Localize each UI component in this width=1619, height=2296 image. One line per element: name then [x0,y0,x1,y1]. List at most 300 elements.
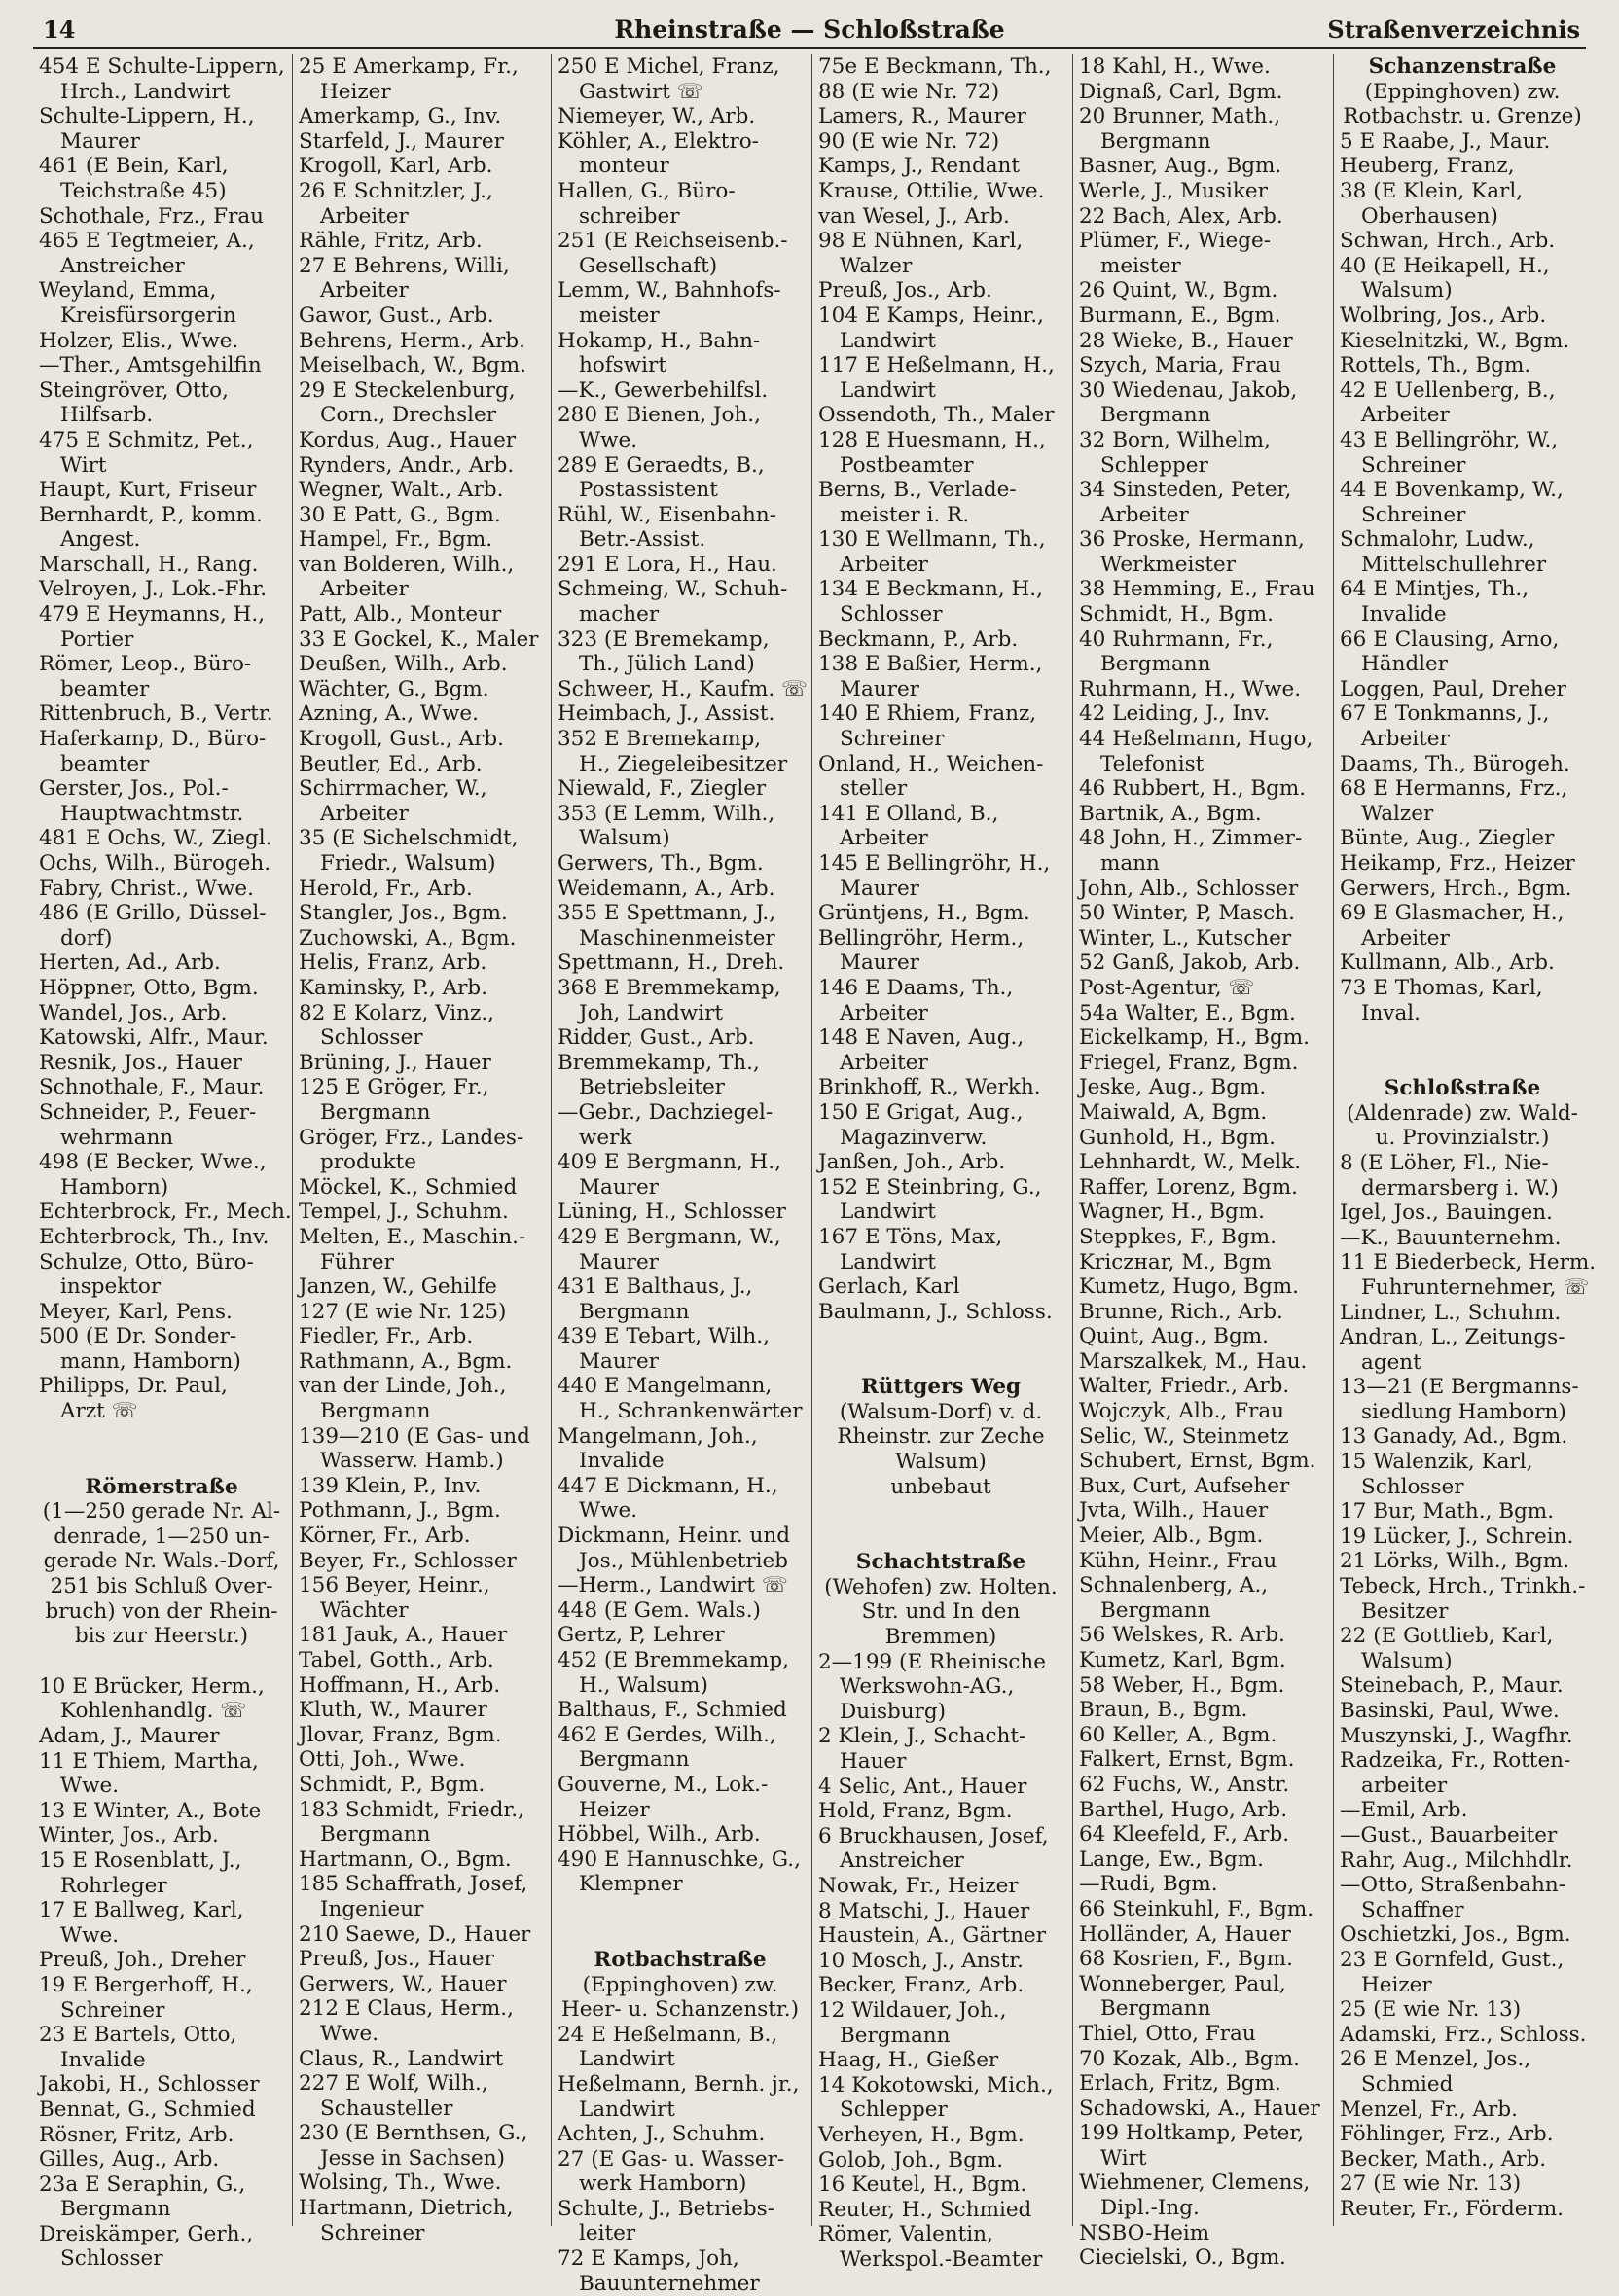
entry-line: H., Ziegeleibesitzer [579,751,788,776]
entry-line: hofswirt [579,353,666,378]
street-description: (Wehofen) zw. Holten. [824,1574,1058,1599]
entry-line: 454 E Schulte-Lippern, [39,54,285,79]
entry-line: Schmidt, P., Bgm. [299,1772,486,1797]
entry-line: Gastwirt ☏ [579,79,703,104]
entry-line: Wandel, Jos., Arb. [39,1000,228,1025]
entry-line: Daams, Th., Bürogeh. [1340,751,1570,776]
entry-line: Schulte, J., Betriebs- [558,2196,774,2221]
entry-line: 66 Steinkuhl, F., Bgm. [1079,1896,1314,1921]
entry-line: meister [579,303,660,328]
entry-line: Höbbel, Wilh., Arb. [558,1822,761,1848]
entry-line: Joh, Landwirt [579,1000,723,1025]
entry-line: Bergmann [840,2023,951,2048]
entry-line: agent [1361,1349,1421,1375]
entry-line: 138 E Baßier, Herm., [818,652,1043,677]
entry-line: Gouverne, M., Lok.- [558,1772,769,1797]
entry-line: 125 E Gröger, Fr., [299,1075,489,1100]
entry-line: 439 E Tebart, Wilh., [558,1324,770,1349]
entry-line: Hoffmann, H., Arb. [299,1672,501,1698]
entry-line: 185 Schaffrath, Josef, [299,1872,528,1897]
entry-line: 64 E Mintjes, Th., [1340,577,1529,602]
column-5 [1072,54,1328,2271]
entry-line: 323 (E Bremekamp, [558,627,770,652]
entry-line: 127 (E wie Nr. 125) [299,1299,507,1324]
entry-line: Maurer [579,1174,659,1200]
entry-line: 42 Leiding, J., Inv. [1079,701,1271,727]
entry-line: Bergmann [320,1399,431,1424]
entry-line: Schothale, Frz., Frau [39,203,265,229]
entry-line: 11 E Thiem, Martha, [39,1748,259,1774]
entry-line: Schreiner [60,1997,165,2023]
column-3 [551,54,808,2296]
entry-line: Herold, Fr., Arb. [299,876,473,901]
entry-line: —K., Gewerbehilfsl. [558,377,769,403]
entry-line: 19 E Bergerhoff, H., [39,1972,253,1997]
street-description: denrade, 1—250 un- [54,1524,270,1549]
entry-line: 486 (E Grillo, Düssel- [39,901,267,926]
entry-line: 38 (E Klein, Karl, [1340,178,1524,203]
entry-line: Oberhausen) [1361,203,1498,229]
street-description: (Walsum-Dorf) v. d. [839,1399,1043,1424]
entry-line: Rahr, Aug., Milchhdlr. [1340,1848,1573,1873]
entry-line: Hokamp, H., Bahn- [558,328,761,353]
entry-line: Niemeyer, W., Arb. [558,104,756,129]
entry-line: Jos., Mühlenbetrieb [579,1548,789,1573]
entry-line: Landwirt [840,377,936,403]
entry-line: 98 E Nühnen, Karl, [818,229,1024,254]
entry-line: 60 Keller, A., Bgm. [1079,1722,1277,1747]
entry-line: Bergmann [320,1099,431,1125]
entry-line: leiter [579,2221,636,2246]
street-heading: Römerstraße [85,1474,238,1499]
entry-line: Hampel, Fr., Bgm. [299,527,493,553]
entry-line: 44 Heßelmann, Hugo, [1079,727,1313,752]
entry-line: Bellingröhr, Herm., [818,925,1025,951]
entry-line: 210 Saewe, D., Hauer [299,1921,531,1947]
entry-line: Wolbring, Jos., Arb. [1340,303,1547,328]
entry-line: —Emil, Arb. [1340,1798,1468,1823]
entry-line: Arbeiter [840,1000,928,1025]
entry-line: —Otto, Straßenbahn- [1340,1873,1565,1898]
entry-line: 75e E Beckmann, Th., [818,54,1052,79]
entry-line: dorf) [60,925,113,951]
entry-line: Schulze, Otto, Büro- [39,1249,254,1274]
entry-line: Post-Agentur, ☏ [1079,975,1255,1000]
entry-line: 67 E Tonkmanns, J., [1340,701,1550,727]
entry-line: Niewald, F., Ziegler [558,776,767,802]
entry-line: Verheyen, H., Bgm. [818,2122,1025,2147]
entry-line: 117 E Heßelmann, H., [818,353,1055,378]
entry-line: 22 (E Gottlieb, Karl, [1340,1624,1554,1649]
entry-line: Holländer, A, Hauer [1079,1921,1291,1947]
entry-line: Grüntjens, H., Bgm. [818,901,1030,926]
entry-line: Angest. [60,527,141,553]
entry-line: 199 Holtkamp, Peter, [1079,2121,1305,2146]
entry-line: Schmeing, W., Schuh- [558,577,788,602]
entry-line: Brinkhoff, R., Werkh. [818,1075,1041,1100]
entry-line: 447 E Dickmann, H., [558,1473,778,1498]
entry-line: Landwirt [840,328,936,353]
entry-line: Behrens, Herm., Arb. [299,328,525,353]
entry-line: Invalide [60,2047,146,2072]
entry-line: steller [840,776,908,802]
entry-line: Arbeiter [840,552,928,577]
spacer [39,1649,284,1674]
entry-line: Meier, Alb., Bgm. [1079,1524,1264,1549]
entry-line: Lüning, H., Schlosser [558,1200,786,1225]
entry-line: 30 E Patt, G., Bgm. [299,502,501,527]
entry-line: Jlovar, Franz, Bgm. [299,1722,502,1747]
entry-line: Resnik, Jos., Hauer [39,1050,242,1075]
entry-line: Nowak, Fr., Heizer [818,1873,1019,1898]
entry-line: arbeiter [1361,1773,1448,1798]
entry-line: 141 E Olland, B., [818,801,999,826]
entry-line: Kriczнar, M., Bgm [1079,1249,1272,1274]
entry-line: Basinski, Paul, Wwe. [1340,1699,1560,1723]
entry-line: Haupt, Kurt, Friseur [39,478,257,503]
entry-line: 368 E Bremmekamp, [558,975,781,1000]
entry-line: Gilles, Aug., Arb. [39,2147,220,2172]
entry-line: Weidemann, A., Arb. [558,876,775,901]
entry-line: 36 Proske, Hermann, [1079,527,1305,553]
entry-line: Tabel, Gotth., Arb. [299,1648,494,1672]
street-heading: Rotbachstraße [594,1947,767,1972]
entry-line: 15 E Rosenblatt, J., [39,1848,242,1873]
entry-line: 23a E Seraphin, G., [39,2171,246,2197]
entry-line: 19 Lücker, J., Schrein. [1340,1524,1574,1549]
entry-line: 27 E Behrens, Willi, [299,253,510,278]
entry-line: Ruhrmann, H., Wwe. [1079,676,1302,701]
entry-line: Beutler, Ed., Arb. [299,751,483,776]
entry-line: Schwan, Hrch., Arb. [1340,229,1556,254]
entry-line: 128 E Huesmann, H., [818,427,1046,452]
entry-line: Schneider, P., Feuer- [39,1099,257,1125]
entry-line: Wwe. [579,427,638,452]
entry-line: Haustein, A., Gärtner [818,1923,1046,1949]
entry-line: 181 Jauk, A., Hauer [299,1623,508,1648]
entry-line: Preuß, Joh., Dreher [39,1948,246,1973]
entry-line: Plümer, F., Wiege- [1079,229,1272,254]
entry-line: Rottels, Th., Bgm. [1340,353,1531,378]
entry-line: Gesellschaft) [579,253,718,278]
entry-line: Arbeiter [320,203,409,229]
entry-line: 2—199 (E Rheinische [818,1649,1046,1674]
header-title: Rheinstraße — Schloßstraße [614,16,1005,44]
entry-line: werk [579,1125,632,1150]
entry-line: 2 Klein, J., Schacht- [818,1724,1026,1749]
entry-line: 13 E Winter, A., Bote [39,1798,262,1823]
street-description: (Eppinghoven) zw. [582,1972,778,1997]
entry-line: Wiehmener, Clemens, [1079,2170,1311,2196]
entry-line: Schausteller [320,2096,453,2121]
entry-line: 52 Ganß, Jakob, Arb. [1079,951,1301,976]
entry-line: 22 Bach, Alex, Arb. [1079,203,1283,229]
entry-line: Schmidt, H., Bgm. [1079,602,1274,628]
entry-line: Quint, Aug., Bgm. [1079,1324,1269,1349]
entry-line: Schadowski, A., Hauer [1079,2096,1320,2121]
entry-line: Magazinverw. [840,1125,988,1150]
entry-line: Inval. [1361,1000,1421,1025]
entry-line: Schmalohr, Ludw., [1340,527,1535,553]
street-description: Bremmen) [884,1625,997,1650]
entry-line: 26 E Schnitzler, J., [299,178,493,203]
page-header [33,14,1586,49]
entry-line: Kreisfürsorgerin [60,303,236,328]
entry-line: Heizer [1361,1972,1432,1997]
street-description: 251 bis Schluß Over- [50,1574,273,1599]
entry-line: 44 E Bovenkamp, W., [1340,478,1564,503]
entry-line: Walsum) [1361,1648,1453,1673]
entry-line: Bernhardt, P., komm. [39,502,263,527]
entry-line: Braun, B., Bgm. [1079,1698,1248,1723]
entry-line: Hauptwachtmstr. [60,801,244,826]
entry-line: Friegel, Franz, Bgm. [1079,1050,1299,1075]
entry-line: Schlosser [60,2246,163,2272]
entry-line: Arbeiter [320,278,409,304]
entry-line: 30 Wiedenau, Jakob, [1079,377,1298,403]
entry-line: Werkswohn-AG., [840,1674,1015,1700]
entry-line: Heikamp, Frz., Heizer [1340,851,1575,876]
entry-line: Wwe. [579,1498,638,1524]
entry-line: Werle, J., Musiker [1079,178,1268,203]
entry-line: Wirt [1100,2145,1147,2170]
entry-line: Kullmann, Alb., Arb. [1340,951,1555,976]
entry-line: Rähle, Fritz, Arb. [299,229,483,254]
street-description: Heer- u. Schanzenstr.) [560,1997,800,2023]
entry-line: 42 E Uellenberg, B., [1340,377,1556,403]
entry-line: 152 E Steinbring, G., [818,1174,1042,1200]
entry-line: Kluth, W., Maurer [299,1698,487,1723]
entry-line: Arbeiter [1100,502,1189,527]
entry-line: NSBO-Heim [1079,2220,1210,2245]
entry-line: 29 E Steckelenburg, [299,377,516,403]
entry-line: Arbeiter [1361,925,1450,951]
entry-line: Lange, Ew., Bgm. [1079,1847,1264,1872]
entry-line: Ochs, Wilh., Bürogeh. [39,851,271,876]
entry-line: 32 Born, Wilhelm, [1079,427,1271,452]
entry-line: 156 Beyer, Heinr., [299,1573,490,1598]
entry-line: Mangelmann, Joh., [558,1423,758,1449]
entry-line: Schmied [1361,2071,1454,2097]
entry-line: Reuter, Fr., Förderm. [1340,2196,1564,2221]
entry-line: Igel, Jos., Bauingen. [1340,1201,1553,1226]
entry-line: Schulte-Lippern, H., [39,104,255,129]
entry-line: 8 Matschi, J., Hauer [818,1898,1030,1923]
entry-line: 227 E Wolf, Wilh., [299,2071,488,2097]
entry-line: Maurer [579,1249,659,1274]
entry-line: beamter [60,751,150,776]
entry-line: Deußen, Wilh., Arb. [299,652,508,677]
entry-line: 212 E Claus, Herm., [299,1996,514,2022]
entry-line: meister i. R. [840,502,970,527]
entry-line: Onland, H., Weichen- [818,751,1044,776]
entry-line: Melten, E., Maschin.- [299,1224,526,1249]
spacer [39,1424,284,1450]
entry-line: Maiwald, A, Bgm. [1079,1099,1268,1125]
entry-line: Maschinenmeister [579,925,775,951]
entry-line: —K., Bauunternehm. [1340,1225,1562,1250]
entry-line: Heizer [320,79,391,104]
entry-line: 15 Walenzik, Karl, [1340,1450,1533,1475]
header-section: Straßenverzeichnis [1327,16,1580,44]
entry-line: Bux, Curt, Aufseher [1079,1473,1290,1498]
entry-line: Loggen, Paul, Dreher [1340,676,1566,701]
entry-line: dermarsberg i. W.) [1361,1175,1559,1201]
entry-line: Dreiskämper, Gerh., [39,2221,254,2246]
entry-line: Römer, Valentin, [818,2222,993,2247]
entry-line: Landwirt [579,2047,675,2072]
entry-line: 48 John, H., Zimmer- [1079,826,1303,851]
entry-line: Bünte, Aug., Ziegler [1340,826,1555,851]
entry-line: Wächter, G., Bgm. [299,676,489,701]
entry-line: Krogoll, Karl, Arb. [299,154,493,179]
entry-line: Krogoll, Gust., Arb. [299,727,505,752]
entry-line: Adamski, Frz., Schloss. [1340,2022,1587,2047]
entry-line: Kohlenhandlg. ☏ [60,1699,247,1724]
entry-line: siedlung Hamborn) [1361,1399,1566,1424]
spacer [1340,1025,1585,1051]
entry-line: 28 Wieke, B., Hauer [1079,328,1293,353]
street-description: (Eppinghoven) zw. [1364,79,1561,104]
entry-line: Schlosser [840,602,943,628]
entry-line: Heimbach, J., Assist. [558,701,775,727]
entry-line: Kumetz, Hugo, Bgm. [1079,1274,1299,1300]
entry-line: Erlach, Fritz, Bgm. [1079,2071,1281,2097]
entry-line: 17 Bur, Math., Bgm. [1340,1499,1555,1525]
entry-line: Beyer, Fr., Schlosser [299,1548,517,1573]
entry-line: 14 Kokotowski, Mich., [818,2072,1054,2098]
entry-line: Mittelschullehrer [1361,552,1547,577]
entry-line: 27 (E Gas- u. Wasser- [558,2146,785,2171]
column-2 [292,54,548,2245]
entry-line: John, Alb., Schlosser [1079,876,1299,901]
entry-line: 40 Ruhrmann, Fr., [1079,627,1274,652]
entry-line: Möckel, K., Schmied [299,1174,518,1200]
entry-line: —Gust., Bauarbeiter [1340,1822,1558,1848]
entry-line: Ingenieur [320,1896,424,1921]
entry-line: Selic, W., Steinmetz [1079,1423,1289,1449]
entry-line: Janzen, W., Gehilfe [299,1274,497,1300]
entry-line: Schlosser [320,1025,423,1051]
entry-line: monteur [579,154,669,179]
entry-line: Heßelmann, Bernh. jr., [558,2071,800,2097]
entry-line: Arbeiter [320,801,409,826]
entry-line: Händler [1361,652,1449,677]
entry-line: 23 E Gornfeld, Gust., [1340,1947,1565,1972]
entry-line: Maurer [840,951,919,976]
street-description: bis zur Heerstr.) [74,1624,249,1649]
entry-line: Walzer [1361,801,1434,826]
entry-line: Hauer [840,1749,907,1774]
entry-line: Schlosser [1361,1474,1464,1499]
entry-line: Hartmann, Dietrich, [299,2196,514,2221]
entry-line: Wonneberger, Paul, [1079,1971,1286,1996]
entry-line: Anstreicher [60,253,185,278]
entry-line: 64 Kleefeld, F., Arb. [1079,1822,1290,1848]
entry-line: 146 E Daams, Th., [818,975,1014,1000]
entry-line: 145 E Bellingröhr, H., [818,851,1051,876]
entry-line: Tempel, J., Schuhm. [299,1200,509,1225]
entry-line: Bergmann [579,1747,690,1773]
entry-line: Marszalkek, M., Hau. [1079,1348,1308,1374]
entry-line: Gerwers, Hrch., Bgm. [1340,876,1572,901]
entry-line: Steinebach, P., Maur. [1340,1673,1564,1699]
entry-line: 5 E Raabe, J., Maur. [1340,128,1551,154]
entry-line: Azning, A., Wwe. [299,701,479,727]
entry-line: 251 (E Reichseisenb.- [558,229,788,254]
street-description: Str. und In den [861,1599,1021,1625]
entry-line: Krause, Ottilie, Wwe. [818,178,1045,203]
entry-line: schreiber [579,203,680,229]
entry-line: Wwe. [60,1774,120,1799]
entry-line: 23 E Bartels, Otto, [39,2023,237,2048]
entry-line: Radzeika, Fr., Rotten- [1340,1748,1571,1774]
entry-line: Starfeld, J., Maurer [299,128,504,154]
entry-line: Walsum) [1361,278,1453,304]
entry-line: 352 E Bremekamp, [558,727,762,752]
entry-line: Betr.-Assist. [579,527,706,553]
entry-line: Claus, R., Landwirt [299,2046,504,2071]
entry-line: Eickelkamp, H., Bgm. [1079,1025,1310,1051]
entry-line: Portier [60,627,134,652]
entry-line: Kaminsky, P., Arb. [299,975,488,1000]
entry-line: Dickmann, Heinr. und [558,1524,790,1549]
entry-line: Corn., Drechsler [320,403,497,428]
entry-line: Invalide [1361,602,1447,628]
entry-line: van Bolderen, Wilh., [299,552,515,577]
entry-line: Thiel, Otto, Frau [1079,2021,1256,2046]
entry-line: Hamborn) [60,1174,169,1200]
entry-line: Bergmann [1100,1597,1211,1623]
spacer [818,1349,1063,1375]
entry-line: 10 Mosch, J., Anstr. [818,1948,1024,1973]
entry-line: Lindner, L., Schuhm. [1340,1300,1562,1325]
entry-line: Gawor, Gust., Arb. [299,303,494,328]
entry-line: 66 E Clausing, Arno, [1340,627,1560,652]
entry-line: Gerlach, Karl [818,1274,960,1300]
entry-line: 479 E Heymanns, H., [39,602,266,628]
entry-line: Weyland, Emma, [39,278,217,304]
entry-line: 26 E Menzel, Jos., [1340,2047,1531,2072]
entry-line: Steppkes, F., Bgm. [1079,1224,1277,1249]
entry-line: Winter, Jos., Arb. [39,1823,219,1848]
entry-line: Gunhold, H., Bgm. [1079,1125,1277,1150]
street-columns [33,54,1597,2296]
entry-line: Raffer, Lorenz, Bgm. [1079,1174,1298,1200]
entry-line: Jvta, Wilh., Hauer [1079,1498,1269,1524]
entry-line: Schnalenberg, A., [1079,1573,1269,1598]
entry-line: Maurer [60,128,140,154]
entry-line: Brüning, J., Hauer [299,1050,491,1075]
entry-line: Postbeamter [840,452,974,478]
entry-line: 355 E Spettmann, J., [558,901,776,926]
entry-line: Jesse in Sachsen) [320,2145,505,2170]
spacer [39,1450,284,1475]
entry-line: 8 (E Löher, Fl., Nie- [1340,1150,1549,1175]
entry-line: 40 (E Heikapell, H., [1340,253,1550,278]
entry-line: Th., Jülich Land) [579,652,755,677]
spacer [818,1525,1063,1550]
entry-line: Andran, L., Zeitungs- [1340,1325,1565,1350]
entry-line: 139 Klein, P., Inv. [299,1473,482,1498]
entry-line: Lamers, R., Maurer [818,104,1026,129]
entry-line: Echterbrock, Th., Inv. [39,1224,270,1249]
entry-line: Lehnhardt, W., Melk. [1079,1150,1302,1175]
street-heading: Schanzenstraße [1368,54,1557,79]
column-1 [33,54,292,2272]
entry-line: 4 Selic, Ant., Hauer [818,1774,1027,1799]
entry-line: 452 (E Bremmekamp, [558,1648,789,1672]
